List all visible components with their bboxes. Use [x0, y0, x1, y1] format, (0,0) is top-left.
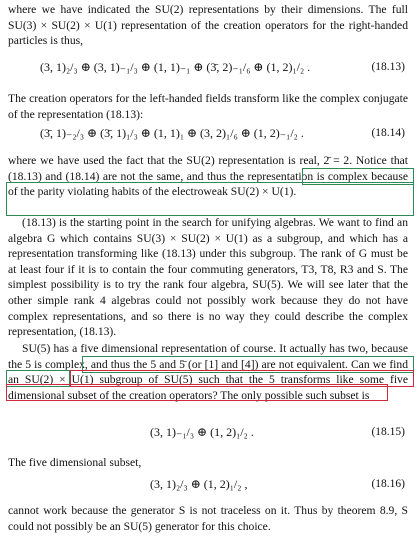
equation-number: (18.16) — [371, 478, 405, 490]
equation-18-13 — [0, 60, 417, 78]
equation-18-14 — [0, 126, 417, 144]
paragraph-left-handed: The creation operators for the left-handed fields transform like the complex conjugate of the representation (18.13): — [8, 92, 408, 121]
paragraph-intro: where we have indicated the SU(2) representations by their dimensions. The full SU(3) × SU(2) × U(1) representation of the creation operators for the right-handed particles is thus, — [8, 3, 408, 48]
equation-expression: (3̄, 1)₋₂/₃ ⊕ (3̄, 1)₁/₃ ⊕ (1, 1)₁ ⊕ (3, 2)₁/₆ ⊕ (1, 2)₋₁/₂ . — [40, 126, 304, 140]
paragraph-su5: SU(5) has a five dimensional representation of course. It actually has two, because the 5 is complex, and thus the 5 and 5̄ (or [1] and [4]) are not equivalent. Can we find an SU(2) × U(1) subgroup of SU(5) such that the 5 transforms like some five dimensional subset of the creation operators? The only possible such subset is — [8, 342, 408, 402]
paragraph-complex-representation: where we have used the fact that the SU(2) representation is real, 2̄ = 2. Notice that (18.13) and (18.14) are not the same, and thus the representation is complex because of the parity violating habits of the electroweak SU(2) × U(1). — [8, 154, 408, 199]
equation-18-16 — [0, 477, 417, 495]
equation-expression: (3, 1)₂/₃ ⊕ (3, 1)₋₁/₃ ⊕ (1, 1)₋₁ ⊕ (3̄, 2)₋₁/₆ ⊕ (1, 2)₁/₂ . — [40, 60, 311, 74]
equation-number: (18.14) — [371, 127, 405, 139]
paragraph-unifying-algebras: (18.13) is the starting point in the search for unifying algebras. We want to find an algebra G which contains SU(3) × SU(2) × U(1) as a subgroup, and which has a representation transforming like (18.13) under this subgroup. The rank of G must be at least four if it is to contain the four commuting generators, T3, T8, R3 and S. The simplest possibility is to try the rank four algebra, SU(5). We will see later that the other simple rank 4 algebras could not possibly work because they do not have complex representations, and so there is no way they could describe the complex representation, (18.13). — [8, 216, 408, 339]
paragraph-conclusion: cannot work because the generator S is not traceless on it. Thus by theorem 8.9, S could not possibly be an SU(5) generator for this choice. — [8, 504, 408, 533]
equation-expression: (3, 1)₂/₃ ⊕ (1, 2)₁/₂ , — [150, 477, 248, 491]
equation-number: (18.13) — [371, 61, 405, 73]
paragraph-five-dim-subset: The five dimensional subset, — [8, 456, 142, 469]
equation-expression: (3, 1)₋₁/₃ ⊕ (1, 2)₁/₂ . — [150, 425, 254, 439]
equation-number: (18.15) — [371, 426, 405, 438]
equation-18-15 — [0, 425, 417, 443]
